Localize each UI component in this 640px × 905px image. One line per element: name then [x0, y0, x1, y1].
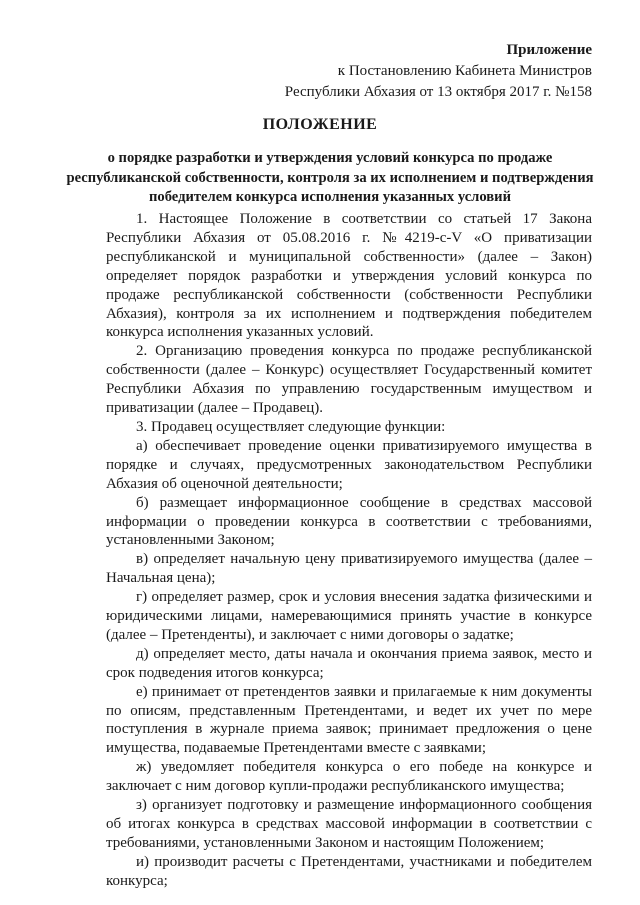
paragraph: д) определяет место, даты начала и окончания приема заявок, место и срок подведения итогов конкурса;	[106, 645, 592, 681]
attachment-line-1: к Постановлению Кабинета Министров	[337, 63, 592, 79]
attachment-header	[285, 40, 592, 103]
paragraph: е) принимает от претендентов заявки и прилагаемые к ним документы по описям, представленным Претендентами, и ведет их учет по мере поступления в журнале приема заявок; принимает предложения о цене имущества, подаваемые Претендентами вместе с заявками;	[106, 683, 592, 757]
document-body	[106, 210, 592, 891]
paragraph: 1. Настоящее Положение в соответствии со статьей 17 Закона Республики Абхазия от 05.08.2016 г. №4219-с-V «О приватизации республиканской и муниципальной собственности» (далее – Закон) определяет порядок разработки и утверждения условий конкурса по продаже республиканской собственности (собственности Республики Абхазия), контроля за их исполнением и подтверждения победителем конкурса исполнения указанных условий.	[106, 211, 592, 341]
paragraph: 2. Организацию проведения конкурса по продаже республиканской собственности (далее – Конкурс) осуществляет Государственный комитет Республики Абхазия по управлению государственным имуществом и приватизации (далее – Продавец).	[106, 343, 592, 417]
paragraph: а) обеспечивает проведение оценки приватизируемого имущества в порядке и случаях, предусмотренных законодательством Республики Абхазия об оценочной деятельности;	[106, 437, 592, 492]
document-subtitle: о порядке разработки и утверждения условий конкурса по продаже республиканской собственности, контроля за их исполнением и подтверждения победителем конкурса исполнения указанных условий	[66, 150, 594, 205]
paragraph: в) определяет начальную цену приватизируемого имущества (далее – Начальная цена);	[106, 551, 592, 587]
attachment-line-2: Республики Абхазия от 13 октября 2017 г. №158	[284, 84, 592, 100]
paragraph: з) организует подготовку и размещение информационного сообщения об итогах конкурса в средствах массовой информации в соответствии с требованиями, установленными Законом и настоящим Положением;	[106, 797, 592, 851]
paragraph: б) размещает информационное сообщение в средствах массовой информации о проведении конкурса в соответствии с требованиями, установленными Законом;	[106, 494, 592, 549]
attachment-title: Приложение	[506, 42, 592, 58]
paragraph: 3. Продавец осуществляет следующие функции:	[136, 418, 446, 435]
document-title: ПОЛОЖЕНИЕ	[262, 116, 378, 133]
paragraph: г) определяет размер, срок и условия внесения задатка физическими и юридическими лицами, намеревающимися принять участие в конкурсе (далее – Претенденты), и заключает с ними договоры о задатке;	[106, 589, 592, 643]
paragraph: и) производит расчеты с Претендентами, участниками и победителем конкурса;	[106, 853, 592, 889]
paragraph: ж) уведомляет победителя конкурса о его победе на конкурсе и заключает с ним договор купли-продажи республиканского имущества;	[106, 759, 592, 795]
